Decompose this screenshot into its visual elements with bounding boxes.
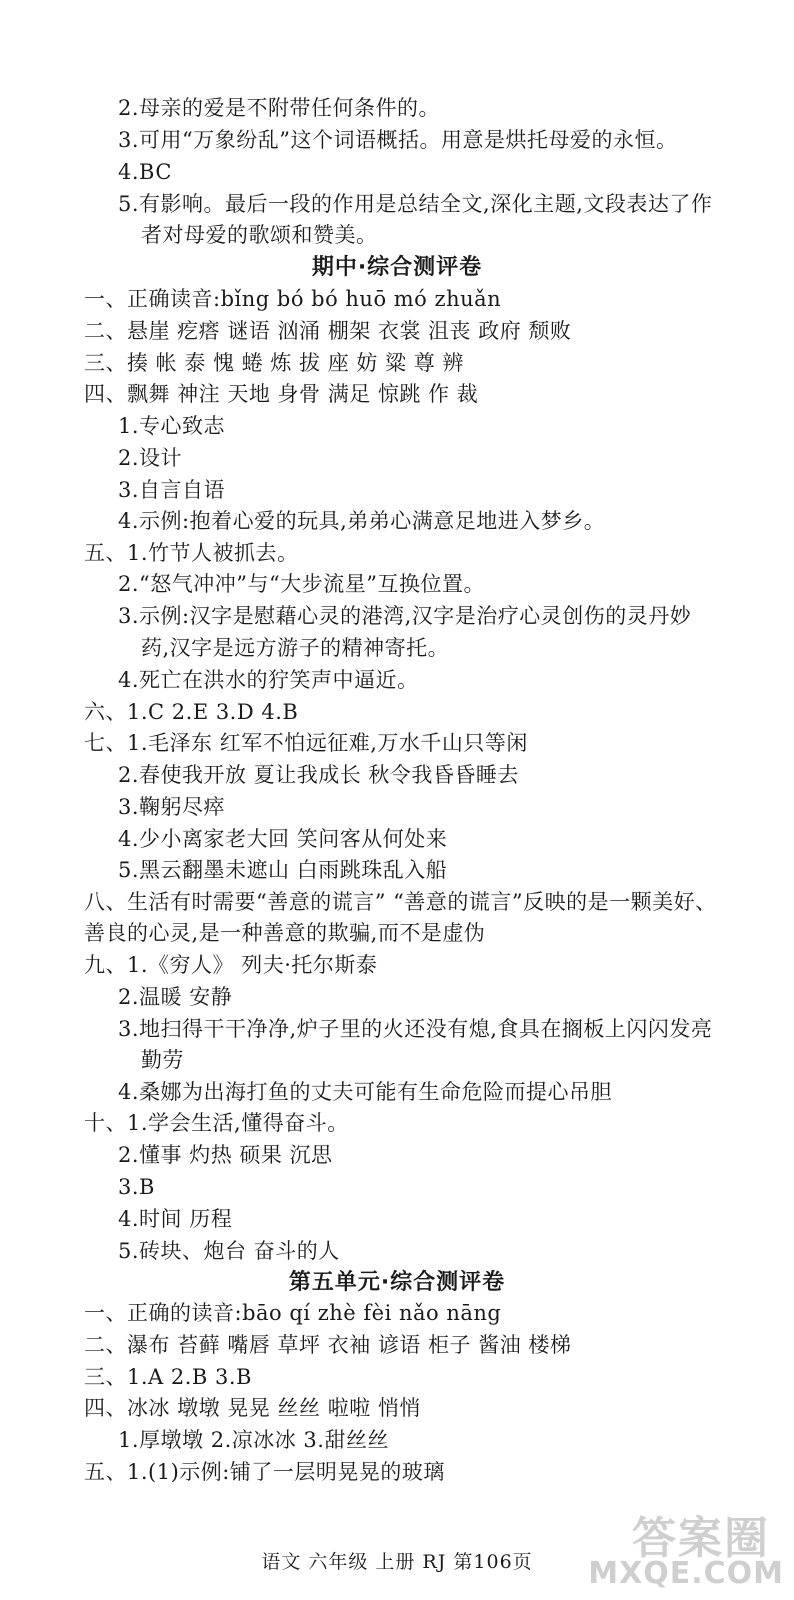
answer-line: 4.示例:抱着心爱的玩具,弟弟心满意足地进入梦乡。 bbox=[118, 509, 606, 533]
answer-line: 六、1.C 2.E 3.D 4.B bbox=[84, 700, 299, 724]
answer-line: 三、1.A 2.B 3.B bbox=[84, 1365, 252, 1389]
answer-line: 勤劳 bbox=[141, 1048, 184, 1072]
page-footer: 语文 六年级 上册 RJ 第106页 bbox=[261, 1551, 533, 1573]
answer-line: 2.春使我开放 夏让我成长 秋令我昏昏睡去 bbox=[118, 763, 519, 787]
answer-line: 善良的心灵,是一种善意的欺骗,而不是虚伪 bbox=[84, 921, 486, 945]
answer-line: 五、1.竹节人被抓去。 bbox=[84, 541, 299, 565]
section-heading-midterm: 期中·综合测评卷 bbox=[311, 255, 483, 280]
answer-line: 一、正确的读音:bāo qí zhè fèi nǎo nāng bbox=[84, 1301, 502, 1325]
answer-line: 4.少小离家老大回 笑问客从何处来 bbox=[118, 827, 448, 851]
answer-line: 五、1.(1)示例:铺了一层明晃晃的玻璃 bbox=[84, 1460, 445, 1484]
answer-line: 5.砖块、炮台 奋斗的人 bbox=[118, 1239, 340, 1263]
answer-line: 3.地扫得干干净净,炉子里的火还没有熄,食具在搁板上闪闪发亮 bbox=[118, 1017, 713, 1041]
answer-line: 4.桑娜为出海打鱼的丈夫可能有生命危险而提心吊胆 bbox=[118, 1080, 613, 1104]
answer-line: 二、悬崖 疙瘩 谜语 汹涌 棚架 衣裳 沮丧 政府 颓败 bbox=[84, 319, 572, 343]
watermark-domain: MXQE.COM bbox=[588, 1556, 784, 1591]
answer-line: 2.设计 bbox=[118, 446, 183, 470]
answer-line: 2.母亲的爱是不附带任何条件的。 bbox=[118, 96, 441, 120]
answer-line: 二、瀑布 苔藓 嘴唇 草坪 衣袖 谚语 柜子 酱油 楼梯 bbox=[84, 1333, 572, 1357]
answer-line: 2.“怒气冲冲”与“大步流星”互换位置。 bbox=[118, 572, 485, 596]
answer-line: 3.可用“万象纷乱”这个词语概括。用意是烘托母爱的永恒。 bbox=[118, 128, 678, 152]
answer-line: 2.懂事 灼热 硕果 沉思 bbox=[118, 1143, 333, 1167]
answer-line: 1.厚墩墩 2.凉冰冰 3.甜丝丝 bbox=[118, 1428, 389, 1452]
answer-line: 十、1.学会生活,懂得奋斗。 bbox=[84, 1111, 349, 1135]
answer-line: 三、揍 帐 泰 愧 蜷 炼 拔 座 妨 粱 尊 辨 bbox=[84, 351, 464, 375]
section-heading-unit5: 第五单元·综合测评卷 bbox=[288, 1270, 506, 1295]
answer-line: 4.BC bbox=[118, 160, 172, 184]
answer-line: 5.有影响。最后一段的作用是总结全文,深化主题,文段表达了作 bbox=[118, 192, 713, 216]
answer-line: 者对母爱的歌颂和赞美。 bbox=[141, 223, 378, 247]
answer-line: 3.B bbox=[118, 1175, 155, 1199]
answer-line: 1.专心致志 bbox=[118, 414, 226, 438]
answer-line: 九、1.《穷人》 列夫·托尔斯泰 bbox=[84, 953, 378, 977]
answer-line: 四、飘舞 神注 天地 身骨 满足 惊跳 作 裁 bbox=[84, 382, 479, 406]
answer-line: 4.死亡在洪水的狞笑声中逼近。 bbox=[118, 668, 419, 692]
answer-line: 八、生活有时需要“善意的谎言” “善意的谎言”反映的是一颗美好、 bbox=[84, 890, 717, 914]
answer-line: 七、1.毛泽东 红军不怕远征难,万水千山只等闲 bbox=[84, 731, 528, 755]
answer-line: 2.温暖 安静 bbox=[118, 985, 233, 1009]
answer-line: 3.示例:汉字是慰藉心灵的港湾,汉字是治疗心灵创伤的灵丹妙 bbox=[118, 604, 692, 628]
answer-line: 3.鞠躬尽瘁 bbox=[118, 795, 226, 819]
watermark-text: 答案圈 bbox=[632, 1513, 770, 1564]
answer-line: 一、正确读音:bǐng bó bó huō mó zhuǎn bbox=[84, 287, 502, 311]
answer-line: 药,汉字是远方游子的精神寄托。 bbox=[141, 636, 450, 660]
answer-line: 四、冰冰 墩墩 晃晃 丝丝 啦啦 悄悄 bbox=[84, 1396, 421, 1420]
answer-line: 3.自言自语 bbox=[118, 478, 226, 502]
watermark-logo bbox=[588, 1502, 788, 1592]
answer-line: 4.时间 历程 bbox=[118, 1207, 233, 1231]
answer-line: 5.黑云翻墨未遮山 白雨跳珠乱入船 bbox=[118, 858, 448, 882]
